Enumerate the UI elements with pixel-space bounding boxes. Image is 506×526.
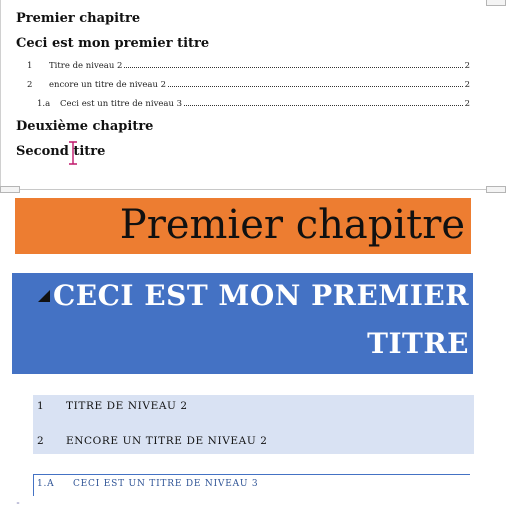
- toc-entry-number: 1.a: [37, 99, 51, 109]
- toc-chapter-2[interactable]: Deuxième chapitre: [16, 119, 154, 134]
- toc-entry-number: 1: [27, 61, 33, 71]
- toc-leader: [168, 85, 463, 87]
- page-edge: [0, 0, 1, 190]
- toc-entry-number: 2: [27, 80, 33, 90]
- page-corner-marker: [486, 186, 506, 193]
- heading-label: TITRE DE NIVEAU 2: [66, 400, 188, 412]
- heading-2-block[interactable]: [12, 273, 473, 374]
- toc-entry-label: encore un titre de niveau 2: [49, 80, 167, 90]
- toc-chapter-1[interactable]: Premier chapitre: [16, 11, 141, 26]
- toc-entry-page: 2: [464, 61, 470, 71]
- toc-entry-label: Titre de niveau 2: [49, 61, 123, 71]
- heading-4-row: [37, 479, 258, 489]
- toc-entry[interactable]: [37, 99, 470, 109]
- heading-label: CECI EST UN TITRE DE NIVEAU 3: [73, 479, 259, 489]
- heading-2-text: CECI EST MON PREMIER: [53, 279, 469, 312]
- toc-leader: [124, 66, 462, 68]
- toc-entry-label: Ceci est un titre de niveau 3: [60, 99, 183, 109]
- page-corner-marker: [486, 0, 506, 6]
- heading-3-row[interactable]: [37, 400, 188, 412]
- page-corner-marker: [0, 186, 20, 193]
- heading-2-text-continued: TITRE: [367, 327, 469, 360]
- heading-3-block[interactable]: [33, 395, 474, 454]
- toc-entry[interactable]: [27, 61, 470, 71]
- toc-entry-page: 2: [464, 99, 470, 109]
- toc-entry[interactable]: [27, 80, 470, 90]
- heading-3-row[interactable]: [37, 435, 268, 447]
- collapse-heading-icon[interactable]: [38, 290, 50, 302]
- toc-leader: [184, 104, 463, 106]
- heading-number: 1: [37, 400, 45, 412]
- heading-number: 1.A: [37, 479, 55, 489]
- toc-title-2[interactable]: Second titre: [16, 144, 106, 159]
- document-page-top[interactable]: [0, 0, 506, 190]
- heading-4-block[interactable]: [33, 474, 470, 496]
- heading-label: ENCORE UN TITRE DE NIVEAU 2: [66, 435, 268, 447]
- toc-entry-page: 2: [464, 80, 470, 90]
- toc-title-1[interactable]: Ceci est mon premier titre: [16, 36, 210, 51]
- paragraph-mark: ¨: [16, 502, 20, 511]
- heading-1-text: Premier chapitre: [119, 202, 465, 248]
- text-cursor-icon: [68, 141, 78, 165]
- heading-1-block[interactable]: [15, 198, 471, 254]
- heading-number: 2: [37, 435, 45, 447]
